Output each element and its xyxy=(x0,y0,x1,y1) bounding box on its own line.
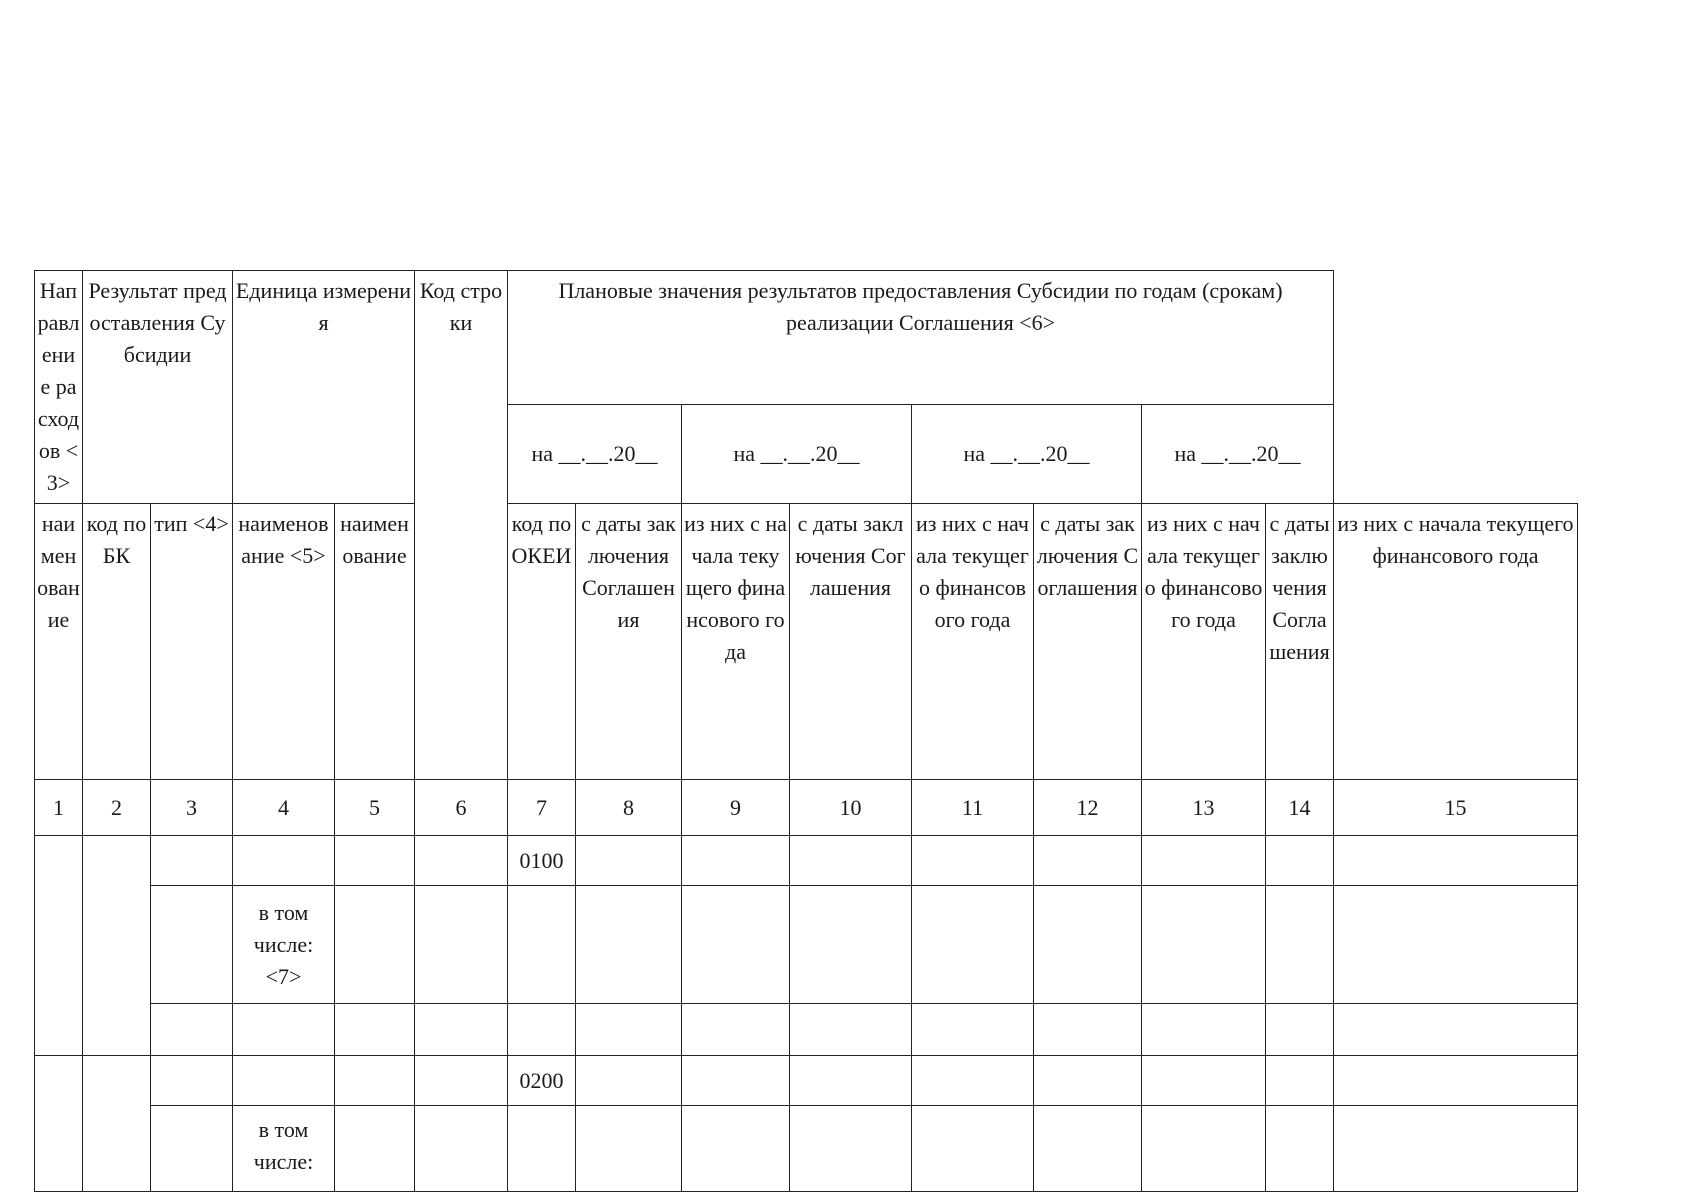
col-number-13: 13 xyxy=(1142,780,1266,836)
direction-name-header: наименование xyxy=(35,504,83,780)
row-0100-blank-cell[interactable] xyxy=(151,1004,233,1056)
col-number-9: 9 xyxy=(682,780,790,836)
row-0100-blank-cell[interactable] xyxy=(682,1004,790,1056)
direction-code-bk-header: код по БК xyxy=(83,504,151,780)
row-0100-value[interactable] xyxy=(912,836,1034,886)
p3-from-year-start-header: из них с начала текущего финансового года xyxy=(1142,504,1266,780)
row-code-header: Код строки xyxy=(415,271,508,780)
period-1-header: на __.__.20__ xyxy=(508,405,682,504)
result-name-header: наименование <5> xyxy=(233,504,335,780)
row-0100-sub-cell[interactable] xyxy=(1142,886,1266,1004)
row-0100-blank-cell[interactable] xyxy=(790,1004,912,1056)
row-0100-blank-cell[interactable] xyxy=(1334,1004,1578,1056)
row-0200-value[interactable] xyxy=(1334,1056,1578,1106)
row-0100-value[interactable] xyxy=(790,836,912,886)
row-0100-type[interactable] xyxy=(151,836,233,886)
row-0100-sub-cell[interactable] xyxy=(912,886,1034,1004)
row-0200-sub-cell[interactable] xyxy=(1266,1106,1334,1192)
row-0100-sub-cell[interactable] xyxy=(1034,886,1142,1004)
row-0200-sub-cell[interactable] xyxy=(1142,1106,1266,1192)
row-0100-blank-cell[interactable] xyxy=(912,1004,1034,1056)
row-0100-unit-okei[interactable] xyxy=(415,836,508,886)
row-0100-sub-cell[interactable] xyxy=(335,886,415,1004)
row-0100-direction-code[interactable] xyxy=(83,836,151,1056)
row-0100-result-name[interactable] xyxy=(233,836,335,886)
col-number-7: 7 xyxy=(508,780,576,836)
row-0100-sub-cell[interactable] xyxy=(508,886,576,1004)
row-0100-sub-cell[interactable] xyxy=(1266,886,1334,1004)
row-0200-value[interactable] xyxy=(576,1056,682,1106)
unit-name-header: наименование xyxy=(335,504,415,780)
col-number-5: 5 xyxy=(335,780,415,836)
col-number-4: 4 xyxy=(233,780,335,836)
col-number-6: 6 xyxy=(415,780,508,836)
row-0200-value[interactable] xyxy=(682,1056,790,1106)
row-0100-value[interactable] xyxy=(682,836,790,886)
col-number-15: 15 xyxy=(1334,780,1578,836)
subsidy-results-table xyxy=(34,270,1578,1192)
p2-from-year-start-header: из них с начала текущего финансового года xyxy=(912,504,1034,780)
p4-from-year-start-header: из них с начала текущего финансового года xyxy=(1334,504,1578,780)
p3-from-agreement-header: с даты заключения Соглашения xyxy=(1034,504,1142,780)
col-number-10: 10 xyxy=(790,780,912,836)
period-2-header: на __.__.20__ xyxy=(682,405,912,504)
row-0100-blank-cell[interactable] xyxy=(576,1004,682,1056)
row-0100-sub-cell[interactable] xyxy=(682,886,790,1004)
row-0200-value[interactable] xyxy=(790,1056,912,1106)
planned-values-header: Плановые значения результатов предоставления Субсидии по годам (срокам) реализации Соглашения <6> xyxy=(508,271,1334,405)
p1-from-agreement-header: с даты заключения Соглашения xyxy=(576,504,682,780)
direction-header: Направление расходов <3> xyxy=(35,271,83,504)
row-0100-blank-cell[interactable] xyxy=(415,1004,508,1056)
row-0200-value[interactable] xyxy=(1142,1056,1266,1106)
col-number-11: 11 xyxy=(912,780,1034,836)
row-0100-sub-type[interactable] xyxy=(151,886,233,1004)
row-0100-including-label: в том числе: <7> xyxy=(233,886,335,1004)
col-number-8: 8 xyxy=(576,780,682,836)
row-0100-value[interactable] xyxy=(1142,836,1266,886)
row-0200-sub-cell[interactable] xyxy=(508,1106,576,1192)
row-0200-sub-cell[interactable] xyxy=(415,1106,508,1192)
row-0200-direction-code[interactable] xyxy=(83,1056,151,1192)
row-0200-sub-cell[interactable] xyxy=(335,1106,415,1192)
row-0200-value[interactable] xyxy=(1034,1056,1142,1106)
row-0100-blank-cell[interactable] xyxy=(233,1004,335,1056)
row-0200-value[interactable] xyxy=(912,1056,1034,1106)
col-number-14: 14 xyxy=(1266,780,1334,836)
row-0200-type[interactable] xyxy=(151,1056,233,1106)
row-0200-result-name[interactable] xyxy=(233,1056,335,1106)
row-0200-direction-name[interactable] xyxy=(35,1056,83,1192)
row-0100-blank-cell[interactable] xyxy=(1034,1004,1142,1056)
col-number-3: 3 xyxy=(151,780,233,836)
col-number-1: 1 xyxy=(35,780,83,836)
row-0200-unit-name[interactable] xyxy=(335,1056,415,1106)
unit-header: Единица измерения xyxy=(233,271,415,504)
row-0100-sub-cell[interactable] xyxy=(576,886,682,1004)
row-0100-direction-name[interactable] xyxy=(35,836,83,1056)
p1-from-year-start-header: из них с начала текущего финансового года xyxy=(682,504,790,780)
row-0100-blank-cell[interactable] xyxy=(1266,1004,1334,1056)
row-0200-sub-cell[interactable] xyxy=(790,1106,912,1192)
row-0100-value[interactable] xyxy=(576,836,682,886)
row-0100-sub-cell[interactable] xyxy=(1334,886,1578,1004)
row-0200-unit-okei[interactable] xyxy=(415,1056,508,1106)
row-0100-sub-cell[interactable] xyxy=(415,886,508,1004)
row-0200-sub-cell[interactable] xyxy=(576,1106,682,1192)
row-0100-value[interactable] xyxy=(1266,836,1334,886)
row-0100-value[interactable] xyxy=(1034,836,1142,886)
row-0100-blank-cell[interactable] xyxy=(508,1004,576,1056)
row-0200-sub-cell[interactable] xyxy=(912,1106,1034,1192)
row-0200-code: 0200 xyxy=(508,1056,576,1106)
row-0200-sub-cell[interactable] xyxy=(682,1106,790,1192)
row-0100-value[interactable] xyxy=(1334,836,1578,886)
row-0100-blank-cell[interactable] xyxy=(1142,1004,1266,1056)
row-0100-code: 0100 xyxy=(508,836,576,886)
result-type-header: тип <4> xyxy=(151,504,233,780)
p4-from-agreement-header: с даты заключения Соглашения xyxy=(1266,504,1334,780)
result-header: Результат предоставления Субсидии xyxy=(83,271,233,504)
unit-okei-header: код по ОКЕИ xyxy=(508,504,576,780)
col-number-12: 12 xyxy=(1034,780,1142,836)
row-0100-sub-cell[interactable] xyxy=(790,886,912,1004)
col-number-2: 2 xyxy=(83,780,151,836)
row-0200-sub-cell[interactable] xyxy=(1334,1106,1578,1192)
row-0200-including-label: в том числе: xyxy=(233,1106,335,1192)
p2-from-agreement-header: с даты заключения Соглашения xyxy=(790,504,912,780)
period-3-header: на __.__.20__ xyxy=(912,405,1142,504)
period-4-header: на __.__.20__ xyxy=(1142,405,1334,504)
row-0100-blank-cell[interactable] xyxy=(335,1004,415,1056)
row-0200-sub-cell[interactable] xyxy=(1034,1106,1142,1192)
row-0200-value[interactable] xyxy=(1266,1056,1334,1106)
row-0200-sub-type[interactable] xyxy=(151,1106,233,1192)
row-0100-unit-name[interactable] xyxy=(335,836,415,886)
